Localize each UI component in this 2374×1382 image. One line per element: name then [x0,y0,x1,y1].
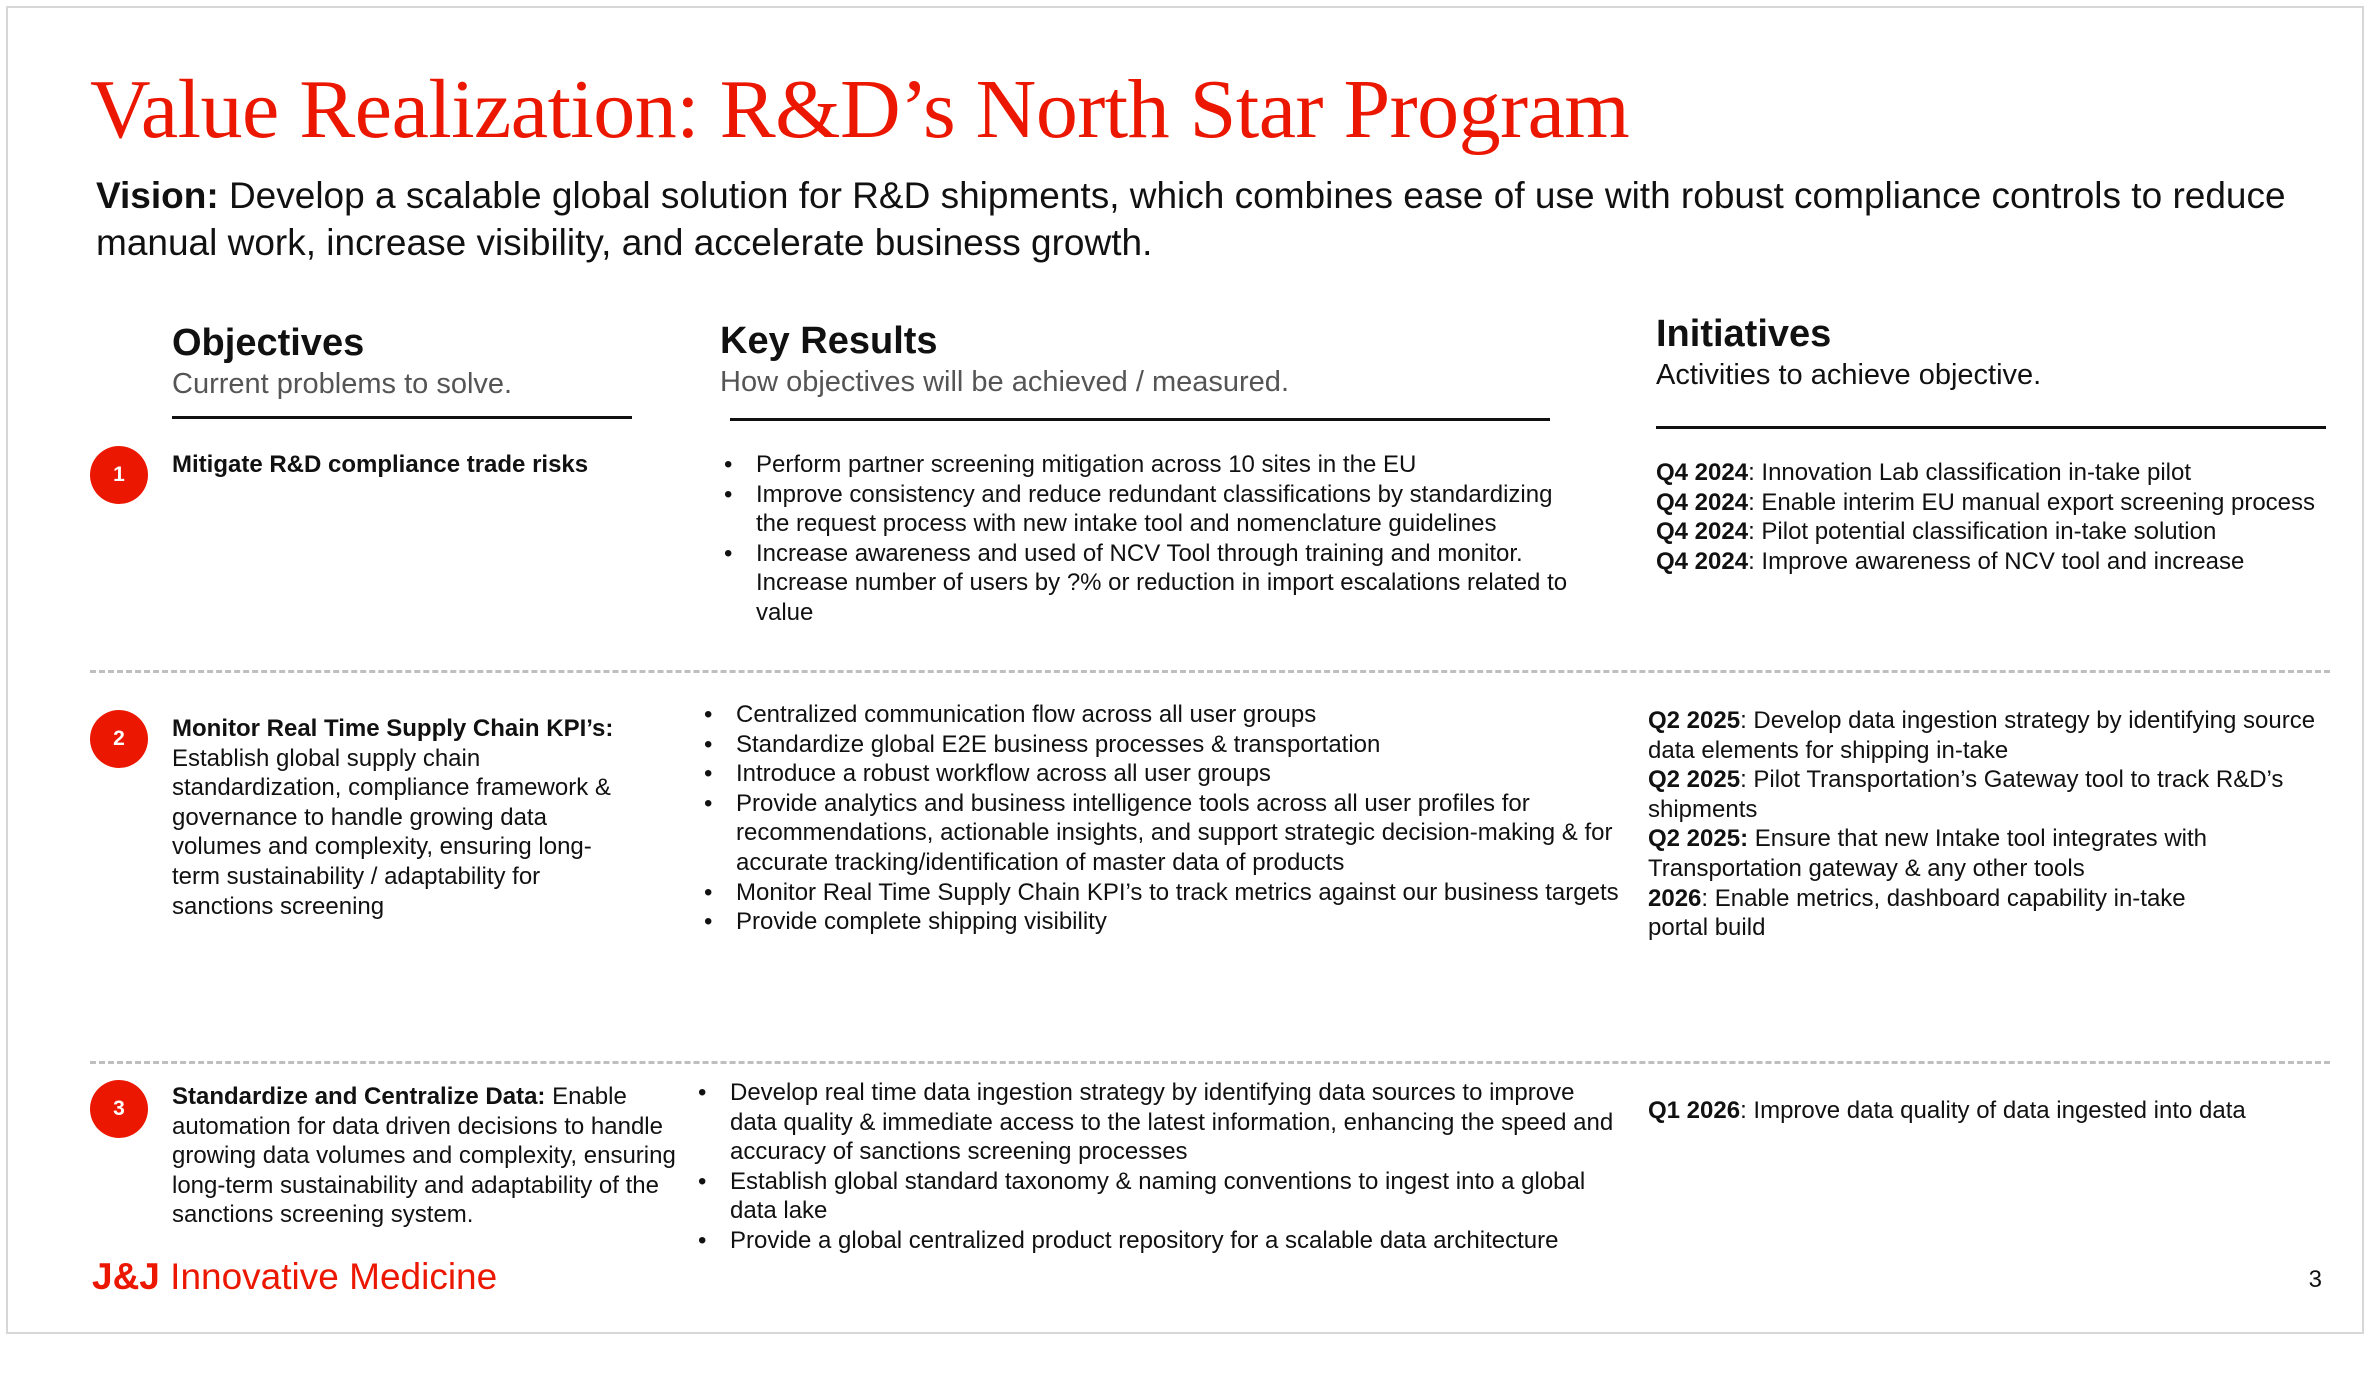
initiative-text: : Develop data ingestion strategy by identifying source data elements for shipping in-take [1648,707,2316,764]
key-result-item: • Develop real time data ingestion strategy by identifying data sources to improve data quality & immediate access to the latest information, enhancing the speed and accuracy of sanctions screening processes [694,1078,1614,1167]
initiative-item [1648,1096,2348,1126]
objectives-rule [172,416,632,419]
objective-title: Mitigate R&D compliance trade risks [172,451,589,478]
vision-statement [96,172,2296,266]
key-result-item: • Monitor Real Time Supply Chain KPI’s to track metrics against our business targets [700,878,1620,908]
key-results-heading: Key Results [720,320,938,362]
initiative-text: : Innovation Lab classification in-take pilot [1748,459,2191,486]
key-result-item: • Perform partner screening mitigation across 10 sites in the EU [720,450,1570,480]
key-result-item: • Introduce a robust workflow across all user groups [700,759,1620,789]
logo-text: Innovative Medicine [159,1256,498,1297]
row-divider [90,670,2330,673]
key-results-list [720,450,1570,628]
initiative-period: Q4 2024 [1656,518,1749,546]
key-results-rule [730,418,1550,421]
key-result-item: • Provide analytics and business intelligence tools across all user profiles for recommendations, actionable insights, and support strategic decision-making & for accurate tracking/identification of master data of products [700,789,1620,878]
initiative-item [1656,547,2336,577]
objective-text [172,714,634,921]
initiative-period: Q2 2025 [1648,707,1741,734]
row-number-badge: 2 [90,710,148,768]
key-results-list [694,1078,1614,1256]
key-result-item: • Standardize global E2E business processes & transportation [700,730,1620,760]
objective-description: Establish global supply chain standardization, compliance framework & governance to handle growing data volumes and complexity, ensuring long-term sustainability / adaptability for sanctions screening [172,744,611,920]
key-result-item: • Improve consistency and reduce redundant classifications by standardizing the request process with new intake tool and nomenclature guidelines [720,480,1570,539]
objectives-header [172,320,512,402]
initiatives-list [1648,706,2348,943]
row-divider [90,1061,2330,1064]
objective-text [172,1082,692,1230]
initiative-item [1656,488,2336,518]
initiative-item [1648,824,2348,883]
initiative-item [1648,706,2348,765]
initiatives-rule [1656,426,2326,429]
key-results-subheading: How objectives will be achieved / measured. [720,366,1289,398]
initiative-item [1648,765,2348,824]
initiative-text: : Pilot Transportation’s Gateway tool to track R&D’s shipments [1648,766,2284,823]
slide [6,6,2364,1334]
initiative-text: : Enable interim EU manual export screening process [1748,488,2316,516]
key-results-list [700,700,1620,937]
initiatives-header [1656,311,2041,393]
key-result-item: • Increase awareness and used of NCV Tool through training and monitor. Increase number of users by ?% or reduction in import escalations related to value [720,539,1570,628]
initiatives-list [1656,458,2336,576]
initiative-item [1656,517,2336,547]
logo-mark: J&J [92,1256,160,1297]
initiative-text: : Improve awareness of NCV tool and increase [1748,547,2245,575]
row-number-badge: 3 [90,1080,148,1138]
page-number: 3 [2308,1266,2322,1293]
objective-description: Enable automation for data driven decisions to handle growing data volumes and complexity, ensuring long-term sustainability and adaptability of the sanctions screening system. [172,1083,676,1229]
initiative-text: Ensure that new Intake tool integrates with Transportation gateway & any other tools [1648,825,2208,882]
initiative-period: Q1 2026 [1648,1097,1741,1124]
initiative-text: : Improve data quality of data ingested into data [1740,1097,2246,1124]
page-title: Value Realization: R&D’s North Star Program [90,63,1630,156]
initiatives-subheading: Activities to achieve objective. [1656,359,2042,391]
vision-text: Develop a scalable global solution for R&D shipments, which combines ease of use with robust compliance controls to reduce manual work, increase visibility, and accelerate business growth. [96,175,2286,263]
key-result-item: • Provide a global centralized product repository for a scalable data architecture [694,1226,1614,1256]
initiatives-heading: Initiatives [1656,313,1832,355]
row-number-badge: 1 [90,446,148,504]
vision-label: Vision: [96,175,219,216]
company-logo [92,1254,497,1300]
initiative-period: Q2 2025 [1648,766,1741,794]
key-results-header [720,318,1289,400]
key-result-item: • Establish global standard taxonomy & naming conventions to ingest into a global data lake [694,1167,1614,1226]
initiative-period: 2026 [1648,884,1702,912]
initiative-period: Q4 2024 [1656,459,1749,486]
initiative-period: Q4 2024 [1656,547,1749,575]
initiative-item [1648,884,2208,943]
key-result-item: • Provide complete shipping visibility [700,907,1620,937]
objectives-heading: Objectives [172,322,365,364]
initiative-text: : Enable metrics, dashboard capability in-take portal build [1648,884,2186,942]
initiative-item [1656,458,2336,488]
objective-text [172,450,672,480]
initiative-period: Q4 2024 [1656,488,1749,516]
initiative-text: : Pilot potential classification in-take solution [1748,518,2217,546]
objective-title: Standardize and Centralize Data: [172,1083,546,1110]
objective-title: Monitor Real Time Supply Chain KPI’s: [172,715,614,742]
objectives-subheading: Current problems to solve. [172,368,513,400]
initiative-period: Q2 2025: [1648,825,1749,853]
initiatives-list [1648,1096,2348,1126]
key-result-item: • Centralized communication flow across all user groups [700,700,1620,730]
